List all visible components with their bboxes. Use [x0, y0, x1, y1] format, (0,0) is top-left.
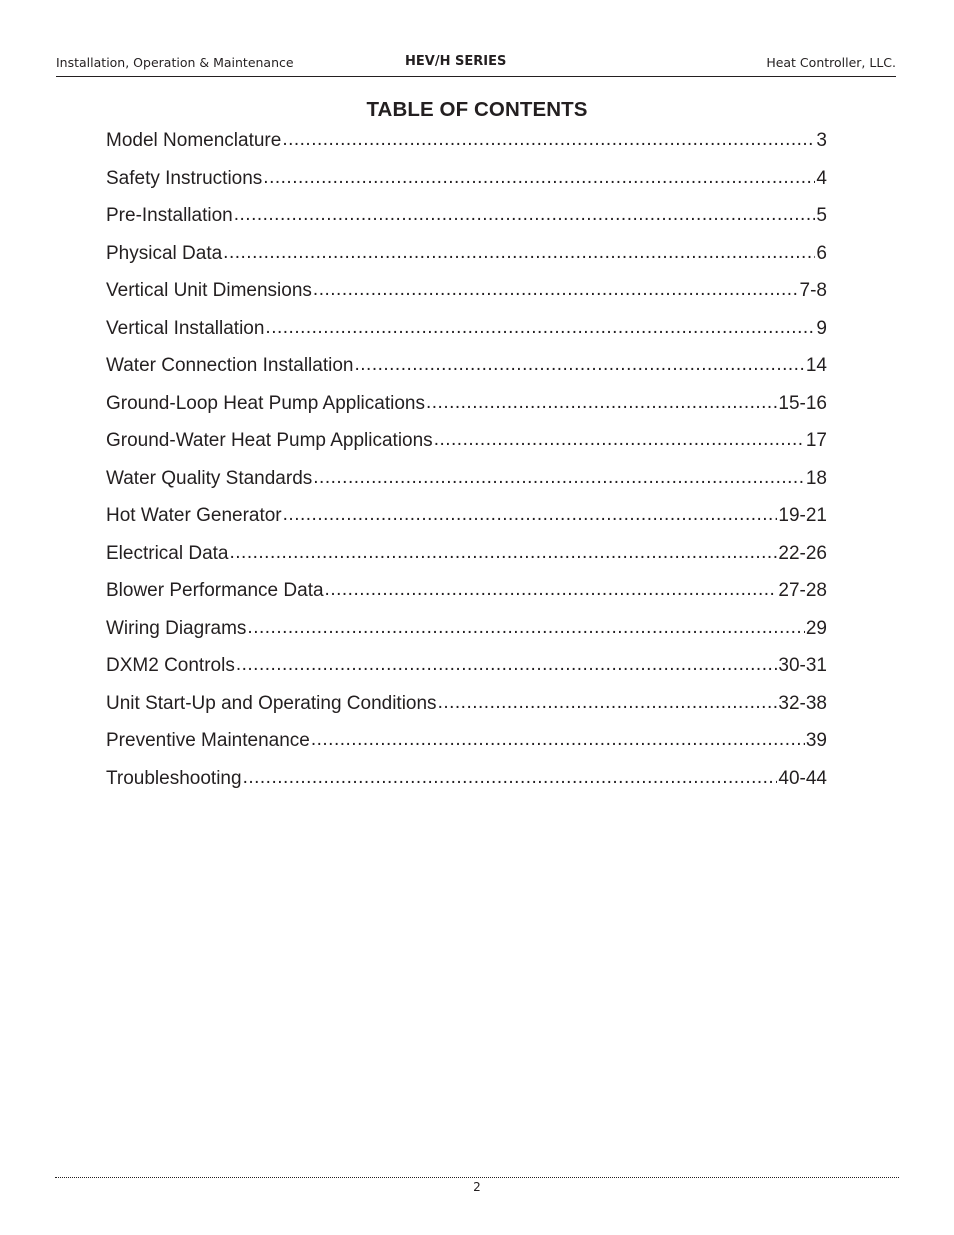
toc-entry-label: Troubleshooting [106, 767, 242, 789]
toc-leader [236, 651, 778, 679]
toc-entry-page: 39 [805, 730, 827, 751]
toc-entry-label: Vertical Installation [106, 317, 265, 339]
toc-entry-label: Blower Performance Data [106, 580, 324, 601]
toc-entry-label: Physical Data [106, 242, 223, 264]
toc-entry-label: DXM2 Controls [106, 655, 235, 676]
toc-entry-page: 3 [816, 130, 827, 151]
toc-entry[interactable] [106, 427, 827, 465]
toc-entry-label: Electrical Data [106, 542, 229, 564]
toc-entry-label: Hot Water Generator [106, 505, 282, 526]
toc-entry-label: Vertical Unit Dimensions [106, 280, 312, 301]
toc-entry[interactable] [106, 240, 827, 278]
toc-entry-label: Wiring Diagrams [106, 617, 247, 639]
toc-entry-page: 15-16 [778, 392, 827, 414]
toc-entry[interactable] [106, 727, 827, 765]
toc-entry[interactable] [106, 577, 827, 615]
toc-entry-label: Unit Start-Up and Operating Conditions [106, 692, 437, 714]
toc-entry[interactable] [106, 127, 827, 165]
toc-entry-page: 19-21 [778, 505, 827, 526]
toc-entry-page: 5 [816, 205, 827, 226]
toc-leader [325, 576, 778, 604]
toc-entry-page: 32-38 [778, 692, 827, 714]
toc-leader [426, 389, 777, 417]
toc-leader [354, 351, 804, 379]
toc-leader [313, 464, 805, 492]
toc-leader [313, 276, 799, 304]
toc-entry-label: Preventive Maintenance [106, 730, 310, 751]
toc-leader [247, 614, 804, 642]
toc-entry[interactable] [106, 765, 827, 803]
toc-entry[interactable] [106, 502, 827, 540]
toc-entry[interactable] [106, 202, 827, 240]
page-header [56, 52, 896, 77]
toc-entry[interactable] [106, 540, 827, 578]
toc-entry-label: Ground-Water Heat Pump Applications [106, 430, 433, 451]
toc-entry-page: 27-28 [778, 580, 827, 601]
toc-entry-page: 7-8 [799, 280, 827, 301]
toc-entry-label: Safety Instructions [106, 167, 263, 189]
toc-entry-page: 22-26 [778, 542, 827, 564]
toc-entry[interactable] [106, 652, 827, 690]
toc-leader [243, 764, 778, 792]
toc-leader [230, 539, 778, 567]
toc-entry[interactable] [106, 390, 827, 428]
toc-entry-page: 4 [816, 167, 827, 189]
toc-entry-page: 40-44 [778, 767, 827, 789]
toc-entry-page: 30-31 [778, 655, 827, 676]
toc-entry-label: Water Quality Standards [106, 467, 313, 489]
page-number: 2 [473, 1180, 481, 1194]
toc-entry-label: Pre-Installation [106, 205, 233, 226]
toc-entry-page: 14 [805, 355, 827, 376]
toc-entry-label: Ground-Loop Heat Pump Applications [106, 392, 425, 414]
toc-entry-page: 17 [805, 430, 827, 451]
toc-leader [263, 164, 815, 192]
toc-entry[interactable] [106, 690, 827, 728]
toc-entry-label: Model Nomenclature [106, 130, 282, 151]
toc-entry[interactable] [106, 352, 827, 390]
toc-leader [311, 726, 805, 754]
toc-entry[interactable] [106, 277, 827, 315]
toc-leader [223, 239, 815, 267]
toc-entry[interactable] [106, 315, 827, 353]
toc-entry-page: 9 [816, 317, 827, 339]
toc-list [106, 127, 827, 802]
toc-leader [434, 426, 805, 454]
toc-leader [234, 201, 816, 229]
toc-leader [282, 126, 815, 154]
toc-entry-label: Water Connection Installation [106, 355, 354, 376]
toc-entry[interactable] [106, 615, 827, 653]
toc-leader [438, 689, 778, 717]
toc-entry[interactable] [106, 165, 827, 203]
toc-entry-page: 29 [805, 617, 827, 639]
toc-entry[interactable] [106, 465, 827, 503]
toc-title: TABLE OF CONTENTS [366, 98, 588, 121]
header-series: HEV/H SERIES [405, 54, 507, 69]
toc-entry-page: 6 [816, 242, 827, 264]
toc-entry-page: 18 [805, 467, 827, 489]
header-company: Heat Controller, LLC. [766, 55, 896, 70]
header-document-type: Installation, Operation & Maintenance [56, 55, 294, 70]
toc-leader [265, 314, 815, 342]
toc-leader [283, 501, 778, 529]
footer-divider [55, 1177, 899, 1178]
